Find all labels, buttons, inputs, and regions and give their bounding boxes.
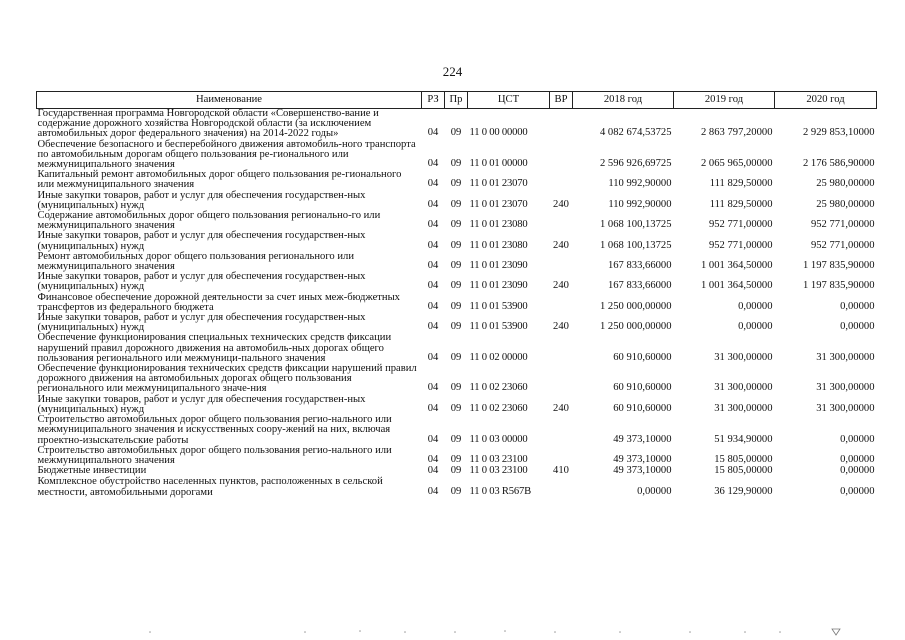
row-rz: 04 xyxy=(427,351,439,363)
row-2018: 60 910,60000 xyxy=(613,382,672,394)
row-2020: 0,00000 xyxy=(840,433,875,445)
row-name: Финансовое обеспечение дорожной деятельности за счет иных меж-бюджетных трансфертов из федерального бюджета xyxy=(37,291,400,313)
row-cst: 11 0 02 00000 xyxy=(469,351,528,363)
row-2018: 110 992,90000 xyxy=(608,198,672,210)
row-2018: 60 910,60000 xyxy=(613,351,672,363)
row-pr: 09 xyxy=(450,219,462,231)
row-cst: 11 0 01 23080 xyxy=(469,219,528,231)
row-pr: 09 xyxy=(450,300,462,312)
row-2018: 1 250 000,00000 xyxy=(599,300,672,312)
row-pr: 09 xyxy=(450,321,462,333)
table-row xyxy=(37,170,877,190)
row-2020: 0,00000 xyxy=(840,453,875,465)
scan-artifacts xyxy=(0,626,905,636)
budget-table xyxy=(36,91,877,498)
row-2020: 0,00000 xyxy=(840,300,875,312)
table-row xyxy=(37,140,877,171)
row-name: Бюджетные инвестиции xyxy=(37,465,147,477)
row-cst: 11 0 03 R567B xyxy=(469,485,531,497)
row-rz: 04 xyxy=(427,453,439,465)
row-2019: 2 863 797,20000 xyxy=(700,127,773,139)
row-2018: 49 373,10000 xyxy=(613,453,672,465)
row-2019: 51 934,90000 xyxy=(714,433,773,445)
row-2019: 15 805,00000 xyxy=(714,453,773,465)
row-vr xyxy=(550,446,573,466)
row-name: Обеспечение функционирования специальных технических средств фиксации нарушений правил дорожного движения на автомобиль-ных дорогах общего пользования регионального или межмуници-пального значения xyxy=(37,332,392,364)
row-vr xyxy=(550,170,573,190)
row-2019: 1 001 364,50000 xyxy=(700,260,773,272)
row-2020: 952 771,00000 xyxy=(810,219,875,231)
row-rz: 04 xyxy=(427,433,439,445)
row-cst: 11 0 01 23070 xyxy=(469,198,528,210)
row-2018: 49 373,10000 xyxy=(613,465,672,477)
row-vr xyxy=(550,364,573,395)
row-rz: 04 xyxy=(427,198,439,210)
table-row xyxy=(37,252,877,272)
table-row xyxy=(37,231,877,251)
row-vr xyxy=(550,415,573,446)
row-vr: 240 xyxy=(553,280,569,292)
row-cst: 11 0 01 53900 xyxy=(469,300,528,312)
row-name: Иные закупки товаров, работ и услуг для обеспечения государствен-ных (муниципальных) нужд xyxy=(37,271,366,293)
row-2019: 952 771,00000 xyxy=(708,219,773,231)
header-cst: ЦСТ xyxy=(468,92,550,109)
row-2019: 1 001 364,50000 xyxy=(700,280,773,292)
table-body xyxy=(37,109,877,498)
row-pr: 09 xyxy=(450,433,462,445)
row-vr: 240 xyxy=(553,402,569,414)
table-row xyxy=(37,333,877,364)
row-pr: 09 xyxy=(450,382,462,394)
row-name: Строительство автомобильных дорог общего пользования регио-нального или межмуниципального значения и искусственных соору-жений на них, включая проектно-изыскательские работы xyxy=(37,414,392,446)
row-2020: 25 980,00000 xyxy=(816,178,875,190)
row-pr: 09 xyxy=(450,351,462,363)
row-pr: 09 xyxy=(450,280,462,292)
row-cst: 11 0 03 23100 xyxy=(469,465,528,477)
row-vr xyxy=(550,211,573,231)
row-2018: 1 068 100,13725 xyxy=(599,239,672,251)
table-row xyxy=(37,211,877,231)
table-row xyxy=(37,395,877,415)
table-row xyxy=(37,446,877,466)
row-2019: 31 300,00000 xyxy=(714,382,773,394)
row-2020: 0,00000 xyxy=(840,465,875,477)
row-2019: 15 805,00000 xyxy=(714,465,773,477)
row-name: Иные закупки товаров, работ и услуг для обеспечения государствен-ных (муниципальных) нужд xyxy=(37,393,366,415)
row-2018: 2 596 926,69725 xyxy=(599,158,672,170)
row-name: Содержание автомобильных дорог общего пользования регионально-го или межмуниципального значения xyxy=(37,210,381,232)
table-row xyxy=(37,293,877,313)
row-cst: 11 0 01 23080 xyxy=(469,239,528,251)
row-name: Иные закупки товаров, работ и услуг для обеспечения государствен-ных (муниципальных) нужд xyxy=(37,312,366,334)
row-cst: 11 0 01 53900 xyxy=(469,321,528,333)
row-name: Государственная программа Новгородской области «Совершенство-вание и содержание дорожного хозяйства Новгородской области (за исключением автомобильных дорог федерального значения) на 2014-2022 годы» xyxy=(37,108,379,140)
row-rz: 04 xyxy=(427,382,439,394)
row-2018: 60 910,60000 xyxy=(613,402,672,414)
row-vr: 240 xyxy=(553,198,569,210)
row-2019: 111 829,50000 xyxy=(709,178,773,190)
row-2018: 167 833,66000 xyxy=(607,280,672,292)
row-pr: 09 xyxy=(450,158,462,170)
row-rz: 04 xyxy=(427,260,439,272)
row-2020: 2 176 586,90000 xyxy=(802,158,875,170)
row-2018: 1 068 100,13725 xyxy=(599,219,672,231)
row-2018: 167 833,66000 xyxy=(607,260,672,272)
row-cst: 11 0 02 23060 xyxy=(469,402,528,414)
row-vr: 240 xyxy=(553,239,569,251)
row-2018: 49 373,10000 xyxy=(613,433,672,445)
row-2020: 952 771,00000 xyxy=(810,239,875,251)
row-rz: 04 xyxy=(427,219,439,231)
row-vr: 240 xyxy=(553,321,569,333)
row-2020: 0,00000 xyxy=(840,485,875,497)
row-2020: 31 300,00000 xyxy=(816,351,875,363)
table-header-row xyxy=(37,92,877,109)
row-cst: 11 0 01 23090 xyxy=(469,280,528,292)
row-pr: 09 xyxy=(450,260,462,272)
row-2020: 25 980,00000 xyxy=(816,198,875,210)
row-name: Обеспечение безопасного и бесперебойного движения автомобиль-ного транспорта по автомобильным дорогам общего пользования ре-гионального или межмуниципального значения xyxy=(37,138,416,171)
row-pr: 09 xyxy=(450,402,462,414)
row-2019: 31 300,00000 xyxy=(714,402,773,414)
row-2018: 110 992,90000 xyxy=(608,178,672,190)
row-2020: 0,00000 xyxy=(840,321,875,333)
row-name: Капитальный ремонт автомобильных дорог общего пользования ре-гионального или межмуниципального значения xyxy=(37,169,402,191)
row-pr: 09 xyxy=(450,127,462,139)
header-2018: 2018 год xyxy=(573,92,674,109)
header-2020: 2020 год xyxy=(775,92,877,109)
header-pr: Пр xyxy=(445,92,468,109)
row-rz: 04 xyxy=(427,321,439,333)
header-rz: РЗ xyxy=(422,92,445,109)
row-rz: 04 xyxy=(427,158,439,170)
row-cst: 11 0 01 00000 xyxy=(469,158,528,170)
row-2018: 1 250 000,00000 xyxy=(599,321,672,333)
row-2018: 0,00000 xyxy=(637,485,672,497)
header-vr: ВР xyxy=(550,92,573,109)
row-pr: 09 xyxy=(450,485,462,497)
row-pr: 09 xyxy=(450,198,462,210)
row-cst: 11 0 02 23060 xyxy=(469,382,528,394)
row-2020: 1 197 835,90000 xyxy=(802,280,875,292)
row-vr: 410 xyxy=(553,465,569,477)
row-rz: 04 xyxy=(427,465,439,477)
row-rz: 04 xyxy=(427,485,439,497)
row-rz: 04 xyxy=(427,239,439,251)
row-2018: 4 082 674,53725 xyxy=(599,127,672,139)
row-pr: 09 xyxy=(450,178,462,190)
row-2020: 2 929 853,10000 xyxy=(802,127,875,139)
header-2019: 2019 год xyxy=(674,92,775,109)
row-cst: 11 0 01 23090 xyxy=(469,260,528,272)
row-2020: 31 300,00000 xyxy=(816,382,875,394)
table-row xyxy=(37,272,877,292)
row-2020: 31 300,00000 xyxy=(816,402,875,414)
header-name: Наименование xyxy=(37,92,422,109)
row-name: Иные закупки товаров, работ и услуг для обеспечения государствен-ных (муниципальных) нужд xyxy=(37,230,366,252)
row-vr xyxy=(550,252,573,272)
row-pr: 09 xyxy=(450,465,462,477)
row-cst: 11 0 01 23070 xyxy=(469,178,528,190)
row-2019: 0,00000 xyxy=(738,321,773,333)
row-2019: 0,00000 xyxy=(738,300,773,312)
table-row xyxy=(37,415,877,446)
row-name: Иные закупки товаров, работ и услуг для обеспечения государствен-ных (муниципальных) нужд xyxy=(37,189,366,211)
row-2019: 31 300,00000 xyxy=(714,351,773,363)
row-rz: 04 xyxy=(427,402,439,414)
row-rz: 04 xyxy=(427,300,439,312)
table-row xyxy=(37,313,877,333)
row-vr xyxy=(550,333,573,364)
row-2019: 36 129,90000 xyxy=(714,485,773,497)
row-vr xyxy=(550,477,573,497)
row-name: Комплексное обустройство населенных пунктов, расположенных в сельской местности, автомобильными дорогами xyxy=(37,476,383,498)
table-row xyxy=(37,477,877,497)
row-2019: 2 065 965,00000 xyxy=(700,158,773,170)
row-rz: 04 xyxy=(427,178,439,190)
row-cst: 11 0 03 00000 xyxy=(469,433,528,445)
row-name: Строительство автомобильных дорог общего пользования регио-нального или межмуниципального значения xyxy=(37,444,392,466)
row-vr xyxy=(550,293,573,313)
table-row xyxy=(37,191,877,211)
row-name: Ремонт автомобильных дорог общего пользования регионального или межмуниципального значения xyxy=(37,250,354,273)
row-pr: 09 xyxy=(450,239,462,251)
row-rz: 04 xyxy=(427,280,439,292)
row-2020: 1 197 835,90000 xyxy=(802,260,875,272)
row-2019: 952 771,00000 xyxy=(708,239,773,251)
row-pr: 09 xyxy=(450,453,462,465)
row-cst: 11 0 03 23100 xyxy=(469,453,528,465)
row-2019: 111 829,50000 xyxy=(709,198,773,210)
table-row xyxy=(37,109,877,140)
row-vr xyxy=(550,109,573,140)
row-rz: 04 xyxy=(427,127,439,139)
row-vr xyxy=(550,140,573,171)
row-cst: 11 0 00 00000 xyxy=(469,127,528,139)
row-name: Обеспечение функционирования технических средств фиксации нарушений правил дорожного движения на автомобильных дорогах общего пользования регионального или межмуниципального значе-ния xyxy=(37,363,417,395)
page-number: 224 xyxy=(442,64,463,79)
table-row xyxy=(37,364,877,395)
